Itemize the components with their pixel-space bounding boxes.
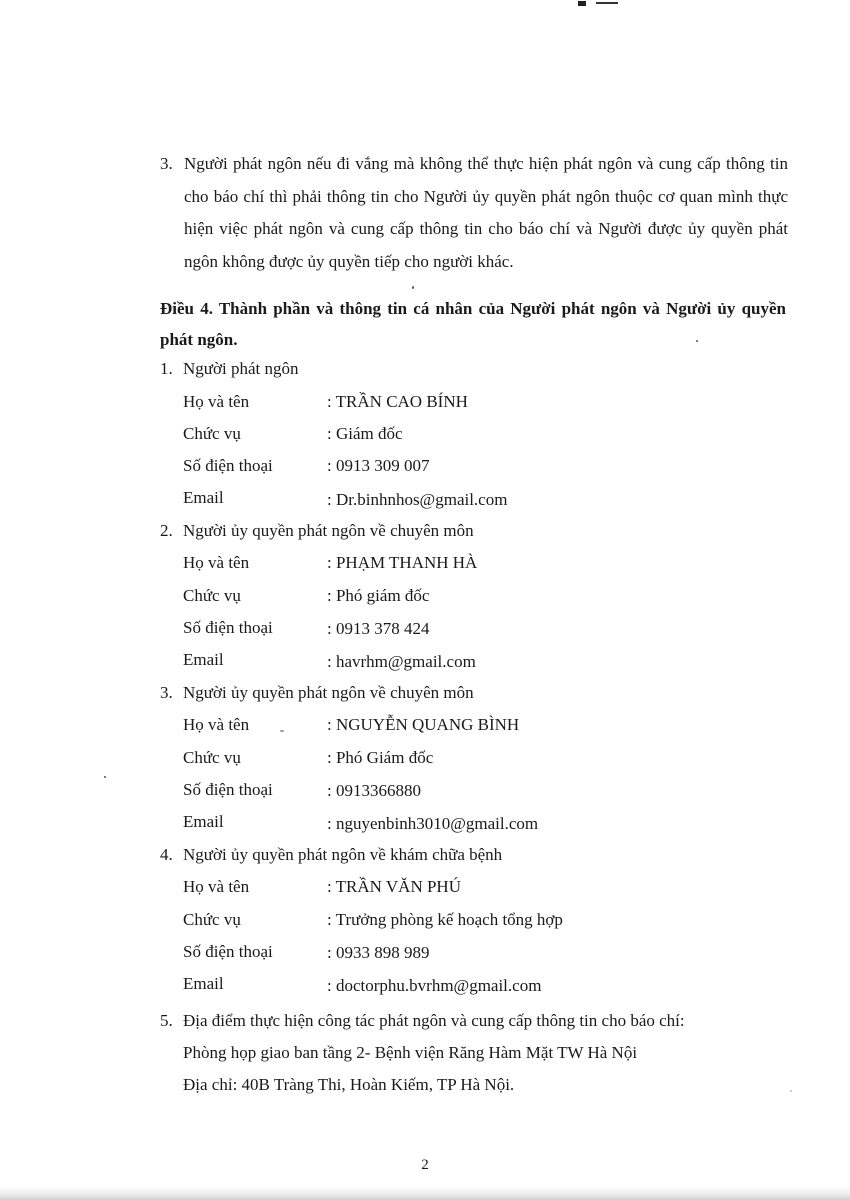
section-4-position-value: : Trưởng phòng kế hoạch tổng hợp — [327, 910, 563, 929]
scan-speck — [790, 1090, 792, 1092]
section-3-phone-value: : 0913366880 — [327, 781, 421, 800]
scan-speck — [412, 286, 414, 289]
section-2-number: 2. — [160, 521, 173, 540]
section-1-phone-value: : 0913 309 007 — [327, 456, 430, 475]
item-3-text: Người phát ngôn nếu đi vắng mà không thể thực hiện phát ngôn và cung cấp thông tin cho báo chí thì phải thông tin cho Người ủy quyền phát ngôn thuộc cơ quan mình thực hiện việc phát ngôn và cung cấp thông tin cho báo chí và Người được ủy quyền phát ngôn không được ủy quyền tiếp cho người khác. — [184, 154, 788, 271]
section-1-position-value: : Giám đốc — [327, 424, 403, 443]
scan-bottom-edge — [0, 1186, 850, 1200]
article-4-heading: Điều 4. Thành phần và thông tin cá nhân của Người phát ngôn và Người ủy quyền phát ngôn. — [160, 299, 786, 349]
section-3-position-value: : Phó Giám đốc — [327, 748, 434, 767]
scan-speck — [696, 340, 698, 342]
section-4-phone-label: Số điện thoại — [183, 942, 273, 961]
section-3-title: Người ủy quyền phát ngôn về chuyên môn — [183, 683, 474, 702]
address-line: Địa chỉ: 40B Tràng Thi, Hoàn Kiếm, TP Hà Nội. — [183, 1075, 515, 1094]
item-5-number: 5. — [160, 1011, 173, 1030]
section-1-email-value: : Dr.binhnhos@gmail.com — [327, 490, 508, 509]
section-3-name-label: Họ và tên — [183, 715, 250, 734]
section-1-position-label: Chức vụ — [183, 424, 241, 443]
section-3-phone-label: Số điện thoại — [183, 780, 273, 799]
section-1-title: Người phát ngôn — [183, 359, 299, 378]
item-3-number: 3. — [160, 154, 173, 173]
section-1-email-label: Email — [183, 488, 224, 507]
section-2-position-label: Chức vụ — [183, 586, 241, 605]
section-3-email-label: Email — [183, 812, 224, 831]
section-2-email-value: : havrhm@gmail.com — [327, 652, 476, 671]
section-4-number: 4. — [160, 845, 173, 864]
section-2-position-value: : Phó giám đốc — [327, 586, 430, 605]
section-3-position-label: Chức vụ — [183, 748, 241, 767]
section-3-number: 3. — [160, 683, 173, 702]
meeting-room-line: Phòng họp giao ban tầng 2- Bệnh viện Răng Hàm Mặt TW Hà Nội — [183, 1043, 638, 1062]
section-3-name-value: : NGUYỄN QUANG BÌNH — [327, 715, 520, 734]
page-number: 2 — [421, 1157, 429, 1173]
section-2-phone-label: Số điện thoại — [183, 618, 273, 637]
section-2-name-label: Họ và tên — [183, 553, 250, 572]
section-2-phone-value: : 0913 378 424 — [327, 619, 430, 638]
section-4-email-value: : doctorphu.bvrhm@gmail.com — [327, 976, 542, 995]
item-3-paragraph — [160, 148, 788, 278]
section-4-phone-value: : 0933 898 989 — [327, 943, 430, 962]
section-3-email-value: : nguyenbinh3010@gmail.com — [327, 814, 539, 833]
section-1-name-label: Họ và tên — [183, 392, 250, 411]
scan-speck — [104, 776, 106, 778]
section-4-name-label: Họ và tên — [183, 877, 250, 896]
section-4-name-value: : TRẦN VĂN PHÚ — [327, 877, 461, 896]
section-4-email-label: Email — [183, 974, 224, 993]
section-2-email-label: Email — [183, 650, 224, 669]
section-4-title: Người ủy quyền phát ngôn về khám chữa bệnh — [183, 845, 503, 864]
section-4-position-label: Chức vụ — [183, 910, 241, 929]
section-1-phone-label: Số điện thoại — [183, 456, 273, 475]
section-1-name-value: : TRẦN CAO BÍNH — [327, 392, 468, 411]
section-2-title: Người ủy quyền phát ngôn về chuyên môn — [183, 521, 474, 540]
top-edge-mark — [576, 0, 624, 8]
scan-speck — [280, 730, 284, 732]
section-1-number: 1. — [160, 359, 173, 378]
item-5-title: Địa điểm thực hiện công tác phát ngôn và cung cấp thông tin cho báo chí: — [183, 1011, 685, 1030]
section-2-name-value: : PHẠM THANH HÀ — [327, 553, 478, 572]
